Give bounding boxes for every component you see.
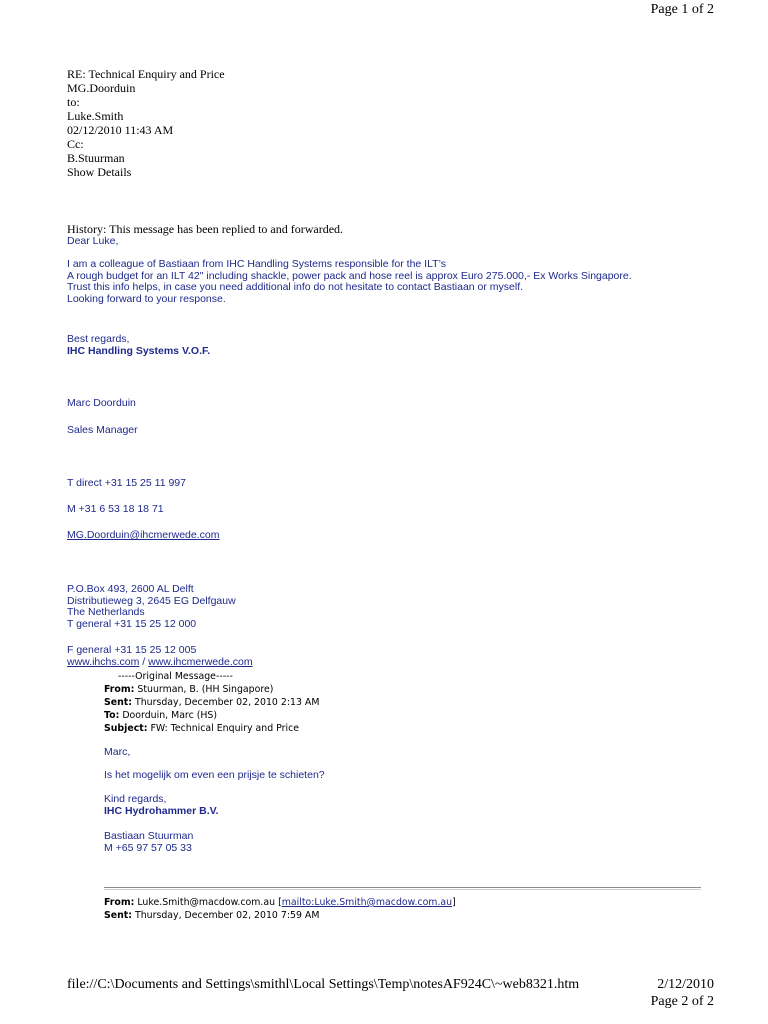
recipient-name: Luke.Smith <box>67 109 124 123</box>
quoted-greeting: Marc, <box>104 746 131 758</box>
show-details-link[interactable]: Show Details <box>67 165 132 179</box>
sent-value: Thursday, December 02, 2010 2:13 AM <box>132 697 320 708</box>
subject-value: FW: Technical Enquiry and Price <box>147 723 299 734</box>
cc-label: Cc: <box>67 137 84 151</box>
sent-label: Sent: <box>104 697 133 708</box>
forward-from <box>104 896 456 909</box>
original-separator: -----Original Message----- <box>118 671 233 682</box>
quoted-mobile: M +65 97 57 05 33 <box>104 842 192 854</box>
forward-from-close: ] <box>452 897 456 908</box>
footer-date: 2/12/2010 <box>657 977 714 992</box>
email-link[interactable]: MG.Doorduin@ihcmerwede.com <box>67 529 220 541</box>
message-header <box>67 67 225 179</box>
website-link-ihcmerwede[interactable]: www.ihcmerwede.com <box>148 656 253 668</box>
original-to <box>104 709 319 722</box>
fax-number: F general +31 15 25 12 005 <box>67 644 197 656</box>
forward-from-label: From: <box>104 897 135 908</box>
address-line: Distributieweg 3, 2645 EG Delfgauw <box>67 594 236 607</box>
quoted-regards: Kind regards, <box>104 793 167 805</box>
quoted-company: IHC Hydrohammer B.V. <box>104 805 219 817</box>
signer-title: Sales Manager <box>67 424 138 436</box>
divider-line-shadow <box>104 889 701 890</box>
footer-file-path: file://C:\Documents and Settings\smithl\Local Settings\Temp\notesAF924C\~web8321.htm <box>67 977 580 992</box>
page-number-top: Page 1 of 2 <box>650 2 714 17</box>
cc-name: B.Stuurman <box>67 151 125 165</box>
from-value: Stuurman, B. (HH Singapore) <box>134 684 274 695</box>
to-label-bold: To: <box>104 710 120 721</box>
forward-from-value: Luke.Smith@macdow.com.au [ <box>134 897 282 908</box>
phone-direct: T direct +31 15 25 11 997 <box>67 477 186 489</box>
address-block <box>67 584 236 630</box>
page-number-bottom: Page 2 of 2 <box>650 994 714 1009</box>
website-link-ihchs[interactable]: www.ihchs.com <box>67 656 140 668</box>
forward-sent-label: Sent: <box>104 910 133 921</box>
subject-line: RE: Technical Enquiry and Price <box>67 67 225 81</box>
address-line: The Netherlands <box>67 606 145 618</box>
forward-sent <box>104 909 456 922</box>
greeting: Dear Luke, <box>67 235 119 247</box>
body-line: Trust this info helps, in case you need additional info do not hesitate to contact Bastiaan or myself. <box>67 281 524 293</box>
regards: Best regards, <box>67 333 130 345</box>
divider-line <box>104 887 701 888</box>
forward-header <box>104 896 456 922</box>
to-value: Doorduin, Marc (HS) <box>119 710 218 721</box>
address-line: T general +31 15 25 12 000 <box>67 617 197 630</box>
original-sent <box>104 696 319 709</box>
original-from <box>104 683 319 696</box>
body-line: A rough budget for an ILT 42" including shackle, power pack and hose reel is approx Euro 275.000,- Ex Works Singapore. <box>67 269 632 282</box>
from-label: From: <box>104 684 135 695</box>
address-line: P.O.Box 493, 2600 AL Delft <box>67 583 194 595</box>
mailto-link[interactable]: mailto:Luke.Smith@macdow.com.au <box>281 897 453 908</box>
sent-date: 02/12/2010 11:43 AM <box>67 123 174 137</box>
forward-sent-value: Thursday, December 02, 2010 7:59 AM <box>132 910 320 921</box>
website-links <box>67 657 253 669</box>
to-label: to: <box>67 95 80 109</box>
sender-name: MG.Doorduin <box>67 81 136 95</box>
body-line: Looking forward to your response. <box>67 292 226 305</box>
website-separator: / <box>139 656 149 668</box>
original-message-header <box>104 670 319 735</box>
body-line: I am a colleague of Bastiaan from IHC Handling Systems responsible for the ILT’s <box>67 258 446 270</box>
original-subject <box>104 722 319 735</box>
message-paragraph <box>67 259 632 305</box>
subject-label: Subject: <box>104 723 148 734</box>
quoted-question: Is het mogelijk om even een prijsje te schieten? <box>104 769 325 781</box>
history-note: History: This message has been replied to and forwarded. <box>67 222 344 236</box>
signer-name: Marc Doorduin <box>67 397 136 409</box>
quoted-name: Bastiaan Stuurman <box>104 830 194 842</box>
phone-mobile: M +31 6 53 18 18 71 <box>67 503 164 515</box>
email-link-wrap <box>67 530 219 542</box>
company-name: IHC Handling Systems V.O.F. <box>67 345 211 357</box>
